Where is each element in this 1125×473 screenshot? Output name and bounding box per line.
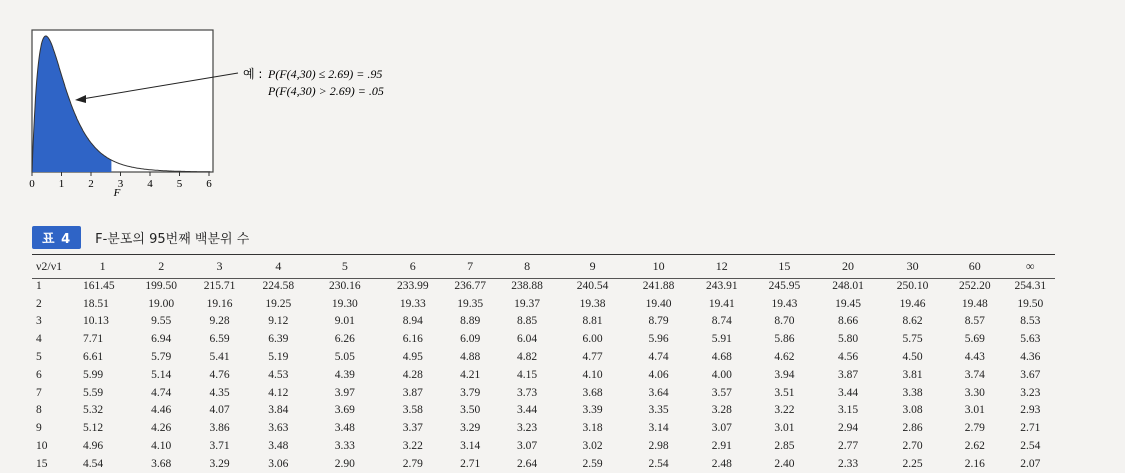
x-tick-label: 1	[58, 178, 65, 190]
table-row	[32, 348, 1055, 366]
table-cell: 19.46	[899, 297, 926, 310]
table-cell: 4.00	[711, 368, 732, 381]
table-cell: 5.41	[209, 351, 230, 364]
table-cell: 4.96	[83, 440, 104, 453]
table-cell: 245.95	[768, 279, 801, 292]
table-cell: 7.71	[83, 333, 104, 346]
table-cell: 6.59	[209, 333, 230, 346]
x-tick-label: 2	[88, 178, 94, 190]
table-cell: 3.50	[460, 404, 481, 417]
table-cell: 19.45	[835, 297, 861, 310]
row-header: 1	[36, 279, 42, 292]
table-cell: 2.40	[774, 457, 795, 470]
table-cell: 8.74	[711, 315, 732, 328]
table-cell: 4.54	[83, 457, 104, 470]
table-cell: 3.38	[902, 386, 923, 399]
column-header: 30	[906, 259, 919, 273]
table-cell: 5.69	[964, 333, 985, 346]
table-cell: 8.79	[648, 315, 669, 328]
table-cell: 10.13	[83, 315, 109, 328]
row-header: 8	[36, 404, 42, 417]
table-cell: 19.25	[265, 297, 292, 310]
table-cell: 3.67	[1020, 368, 1041, 381]
table-top-rule	[32, 254, 1055, 255]
table-cell: 2.79	[402, 457, 423, 470]
table-cell: 19.41	[708, 297, 735, 310]
column-header: 9	[589, 259, 596, 273]
table-cell: 3.22	[402, 440, 423, 453]
table-cell: 3.87	[837, 368, 859, 381]
table-cell: 5.80	[837, 333, 859, 346]
table-cell: 3.29	[209, 457, 230, 470]
table-cell: 4.74	[648, 351, 669, 364]
table-cell: 8.85	[517, 315, 538, 328]
table-cell: 2.64	[517, 457, 538, 470]
table-cell: 2.77	[837, 440, 859, 453]
table-row	[32, 455, 1055, 473]
table-cell: 5.75	[902, 333, 923, 346]
table-cell: 6.61	[83, 351, 104, 364]
x-tick-label: 3	[117, 178, 124, 190]
table-cell: 4.95	[402, 351, 423, 364]
table-cell: 3.63	[268, 422, 289, 435]
table-cell: 19.37	[514, 297, 540, 310]
table-cell: 8.53	[1020, 315, 1041, 328]
table-header-row	[32, 256, 1055, 277]
table-cell: 2.25	[902, 457, 923, 470]
column-header: 6	[409, 259, 416, 273]
table-cell: 3.28	[711, 404, 732, 417]
table-cell: 19.38	[579, 297, 606, 310]
table-cell: 6.39	[268, 333, 289, 346]
table-cell: 3.79	[460, 386, 481, 399]
table-row	[32, 330, 1055, 348]
table-cell: 3.68	[151, 457, 172, 470]
table-cell: 4.15	[517, 368, 538, 381]
table-cell: 4.26	[151, 422, 172, 435]
table-cell: 5.79	[151, 351, 172, 364]
table-cell: 3.97	[334, 386, 355, 399]
table-cell: 5.12	[83, 422, 104, 435]
column-header: 60	[968, 259, 981, 273]
table-cell: 4.39	[334, 368, 355, 381]
table-cell: 6.00	[582, 333, 603, 346]
table-cell: 3.74	[964, 368, 985, 381]
table-cell: 3.37	[402, 422, 423, 435]
table-cell: 5.05	[334, 351, 355, 364]
column-header: 5	[341, 259, 348, 273]
table-body	[32, 277, 1055, 473]
table-row	[32, 437, 1055, 455]
table-cell: 4.82	[517, 351, 538, 364]
table-cell: 5.86	[774, 333, 795, 346]
table-tag: 표 4	[32, 226, 81, 249]
table-cell: 8.57	[964, 315, 985, 328]
table-cell: 2.62	[964, 440, 985, 453]
table-row	[32, 419, 1055, 437]
column-header: 4	[275, 259, 282, 273]
table-cell: 6.16	[402, 333, 423, 346]
table-cell: 2.54	[648, 457, 669, 470]
table-cell: 9.12	[268, 315, 289, 328]
annotation-prefix: 예 :	[243, 67, 263, 81]
table-cell: 3.06	[268, 457, 289, 470]
table-row	[32, 384, 1055, 402]
column-header: ∞	[1026, 259, 1035, 273]
table-cell: 2.48	[711, 457, 732, 470]
table-cell: 5.63	[1020, 333, 1041, 346]
table-cell: 9.28	[209, 315, 230, 328]
table-cell: 8.89	[460, 315, 481, 328]
row-header: 10	[36, 440, 48, 453]
table-cell: 5.59	[83, 386, 104, 399]
table-cell: 3.48	[268, 440, 289, 453]
row-header: 6	[36, 368, 42, 381]
x-tick-label: 5	[176, 178, 183, 190]
table-cell: 19.40	[645, 297, 672, 310]
x-axis	[29, 172, 212, 190]
table-cell: 199.50	[145, 279, 177, 292]
table-cell: 252.20	[958, 279, 991, 292]
table-cell: 3.35	[648, 404, 669, 417]
table-cell: 19.43	[771, 297, 798, 310]
table-cell: 3.68	[582, 386, 603, 399]
row-header: 3	[36, 315, 42, 328]
table-cell: 236.77	[454, 279, 486, 292]
table-cell: 2.86	[902, 422, 923, 435]
column-header: 10	[652, 259, 665, 273]
table-cell: 3.07	[517, 440, 538, 453]
table-cell: 2.71	[1020, 422, 1041, 435]
table-cell: 4.36	[1020, 351, 1041, 364]
table-cell: 3.94	[774, 368, 795, 381]
table-cell: 3.07	[711, 422, 732, 435]
table-title-bar	[32, 226, 249, 248]
table-cell: 4.76	[209, 368, 230, 381]
table-cell: 2.07	[1020, 457, 1041, 470]
table-cell: 3.01	[774, 422, 795, 435]
table-cell: 19.00	[148, 297, 175, 310]
table-cell: 2.98	[648, 440, 669, 453]
table-cell: 6.26	[334, 333, 355, 346]
table-cell: 238.88	[511, 279, 543, 292]
table-cell: 3.44	[517, 404, 538, 417]
table-cell: 3.14	[648, 422, 669, 435]
row-header: 4	[36, 333, 42, 346]
table-cell: 250.10	[896, 279, 929, 292]
table-cell: 19.35	[457, 297, 484, 310]
column-header: 15	[778, 259, 791, 273]
column-header: 12	[715, 259, 728, 273]
table-cell: 3.15	[837, 404, 859, 417]
table-cell: 2.79	[964, 422, 985, 435]
table-cell: 233.99	[396, 279, 429, 292]
table-cell: 3.01	[964, 404, 985, 417]
column-header: 20	[842, 259, 855, 273]
table-title: F-분포의 95번째 백분위 수	[95, 231, 250, 247]
table-cell: 19.16	[206, 297, 233, 310]
x-tick-label: 4	[147, 178, 153, 190]
table-cell: 2.91	[711, 440, 732, 453]
table-cell: 8.81	[582, 315, 603, 328]
table-cell: 6.94	[151, 333, 172, 346]
table-cell: 3.73	[517, 386, 538, 399]
table-cell: 9.01	[334, 315, 355, 328]
table-cell: 4.74	[151, 386, 172, 399]
x-tick-label: 0	[29, 178, 35, 190]
table-cell: 6.04	[517, 333, 538, 346]
table-cell: 2.54	[1020, 440, 1041, 453]
table-cell: 5.32	[83, 404, 104, 417]
table-cell: 18.51	[83, 297, 109, 310]
table-cell: 3.08	[902, 404, 923, 417]
table-cell: 19.50	[1017, 297, 1044, 310]
table-cell: 4.50	[902, 351, 923, 364]
table-cell: 5.19	[268, 351, 289, 364]
table-cell: 241.88	[642, 279, 675, 292]
table-cell: 4.56	[837, 351, 859, 364]
table-cell: 3.23	[517, 422, 538, 435]
table-cell: 3.51	[774, 386, 795, 399]
row-header: 9	[36, 422, 42, 435]
table-cell: 2.85	[774, 440, 795, 453]
column-header: 1	[99, 259, 106, 273]
table-cell: 4.77	[582, 351, 603, 364]
table-cell: 2.33	[837, 457, 859, 470]
table-row	[32, 366, 1055, 384]
column-header: 3	[216, 259, 223, 273]
table-cell: 19.33	[399, 297, 426, 310]
table-cell: 2.93	[1020, 404, 1041, 417]
table-cell: 4.10	[582, 368, 603, 381]
corner-header: ν2/ν1	[36, 259, 63, 273]
table-cell: 3.30	[964, 386, 985, 399]
table-row	[32, 277, 1055, 295]
table-cell: 3.02	[582, 440, 603, 453]
x-tick-label: 6	[206, 178, 212, 190]
table-cell: 4.28	[402, 368, 423, 381]
table-cell: 4.43	[964, 351, 985, 364]
table-cell: 8.62	[902, 315, 923, 328]
table-cell: 4.21	[460, 368, 481, 381]
table-cell: 3.87	[402, 386, 423, 399]
table-cell: 3.69	[334, 404, 355, 417]
table-cell: 3.23	[1020, 386, 1041, 399]
table-cell: 224.58	[262, 279, 295, 292]
table-cell: 4.06	[648, 368, 669, 381]
table-cell: 3.22	[774, 404, 795, 417]
f-percentile-table	[32, 256, 1055, 473]
table-cell: 6.09	[460, 333, 481, 346]
table-cell: 3.64	[648, 386, 669, 399]
table-row	[32, 402, 1055, 420]
row-header: 2	[36, 297, 42, 310]
table-cell: 4.68	[711, 351, 732, 364]
table-cell: 240.54	[576, 279, 609, 292]
table-cell: 19.30	[331, 297, 358, 310]
table-cell: 3.44	[837, 386, 859, 399]
table-cell: 2.71	[460, 457, 481, 470]
table-cell: 2.16	[964, 457, 985, 470]
table-cell: 3.14	[460, 440, 481, 453]
table-cell: 2.59	[582, 457, 603, 470]
table-cell: 248.01	[832, 279, 864, 292]
table-cell: 3.58	[402, 404, 423, 417]
table-cell: 3.84	[268, 404, 289, 417]
table-cell: 8.66	[837, 315, 859, 328]
table-cell: 8.70	[774, 315, 795, 328]
table-cell: 2.70	[902, 440, 923, 453]
table-cell: 215.71	[203, 279, 236, 292]
table-cell: 3.39	[582, 404, 603, 417]
table-cell: 3.48	[334, 422, 355, 435]
table-cell: 4.88	[460, 351, 481, 364]
table-cell: 254.31	[1014, 279, 1047, 292]
row-header: 7	[36, 386, 42, 399]
table-cell: 243.91	[705, 279, 738, 292]
table-cell: 9.55	[151, 315, 172, 328]
annotation-line-2: P(F(4,30) > 2.69) = .05	[268, 84, 384, 98]
annotation-line-1: P(F(4,30) ≤ 2.69) = .95	[268, 67, 383, 81]
table-cell: 161.45	[83, 279, 115, 292]
table-row	[32, 313, 1055, 331]
column-header: 2	[158, 259, 165, 273]
table-cell: 19.48	[961, 297, 988, 310]
table-cell: 3.33	[334, 440, 355, 453]
table-cell: 4.10	[151, 440, 172, 453]
table-cell: 3.29	[460, 422, 481, 435]
column-header: 7	[467, 259, 474, 273]
f-distribution-figure	[0, 0, 460, 200]
table-cell: 3.81	[902, 368, 923, 381]
table-cell: 5.14	[151, 368, 172, 381]
table-cell: 3.18	[582, 422, 603, 435]
table-cell: 4.35	[209, 386, 230, 399]
table-cell: 3.71	[209, 440, 230, 453]
table-cell: 4.07	[209, 404, 230, 417]
table-cell: 2.94	[837, 422, 859, 435]
table-cell: 4.46	[151, 404, 172, 417]
table-cell: 4.12	[268, 386, 289, 399]
table-cell: 5.96	[648, 333, 669, 346]
column-header: 8	[524, 259, 531, 273]
table-cell: 5.91	[711, 333, 732, 346]
table-cell: 3.57	[711, 386, 732, 399]
table-cell: 3.86	[209, 422, 230, 435]
row-header: 15	[36, 457, 48, 470]
axis-label-f: F	[113, 187, 121, 199]
table-cell: 4.53	[268, 368, 289, 381]
table-cell: 8.94	[402, 315, 423, 328]
table-cell: 230.16	[329, 279, 361, 292]
table-cell: 5.99	[83, 368, 104, 381]
row-header: 5	[36, 351, 42, 364]
table-cell: 4.62	[774, 351, 795, 364]
table-cell: 2.90	[334, 457, 355, 470]
table-row	[32, 295, 1055, 313]
